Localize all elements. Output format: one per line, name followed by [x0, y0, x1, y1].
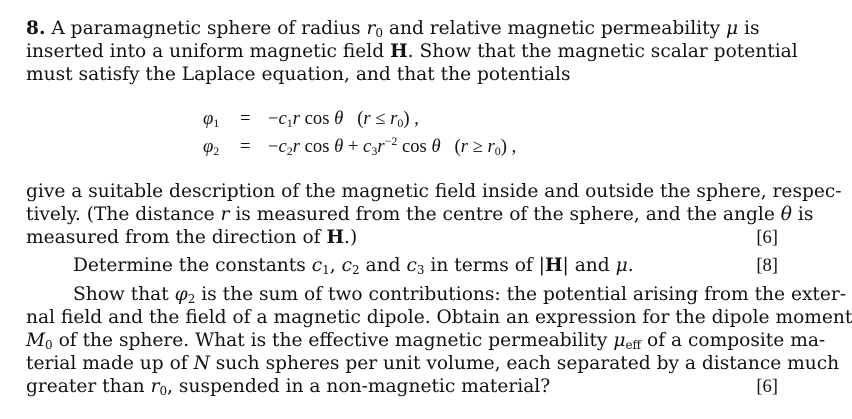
question-number: 8. — [26, 18, 46, 39]
equation-2-lhs: $\varphi_2$ — [203, 136, 220, 158]
part-c-line-2: nal field and the field of a magnetic dipole. Obtain an expression for the dipole moment — [26, 307, 852, 328]
part-a-line-1: give a suitable description of the magnetic field inside and outside the sphere, respec- — [26, 181, 842, 202]
intro-line-2: inserted into a uniform magnetic field H. Show that the magnetic scalar potential — [26, 41, 798, 62]
equation-2-rhs: $-c_2r$ $\cos \theta + c_3r^{-2}$ cos θ $(r \ge r_0)$ , — [268, 134, 517, 158]
part-c-marks: [6] — [756, 376, 778, 397]
part-a-line-3: measured from the direction of H.) — [26, 227, 358, 248]
part-c-line-5: greater than $r_0$, suspended in a non-magnetic material? — [26, 376, 551, 398]
part-b-line: Determine the constants $c_1$, $c_2$ and $c_3$ in terms of |H| and μ. — [73, 255, 634, 277]
part-b-marks: [8] — [756, 255, 778, 276]
part-c-line-1: Show that $\varphi_2$ is the sum of two contributions: the potential arising from the exter- — [73, 284, 847, 306]
equation-2-equals: = — [240, 136, 251, 157]
equation-1-rhs: $-c_1r$ cos θ $(r \le r_0)$ , — [268, 108, 419, 130]
equation-1-lhs: $\varphi_1$ — [203, 108, 220, 130]
intro-line-1: 8. A paramagnetic sphere of radius $r_0$ and relative magnetic permeability μ is — [26, 18, 760, 40]
intro-line-3: must satisfy the Laplace equation, and that the potentials — [26, 64, 571, 85]
part-c-line-3: $M_0$ of the sphere. What is the effective magnetic permeability $\mu_{eff}$ of a composite ma- — [26, 330, 826, 352]
equation-1-equals: = — [240, 108, 251, 129]
part-c-line-4: terial made up of N such spheres per unit volume, each separated by a distance much — [26, 353, 840, 374]
part-a-line-2: tively. (The distance r is measured from the centre of the sphere, and the angle θ is — [26, 204, 814, 225]
part-a-marks: [6] — [756, 227, 778, 248]
